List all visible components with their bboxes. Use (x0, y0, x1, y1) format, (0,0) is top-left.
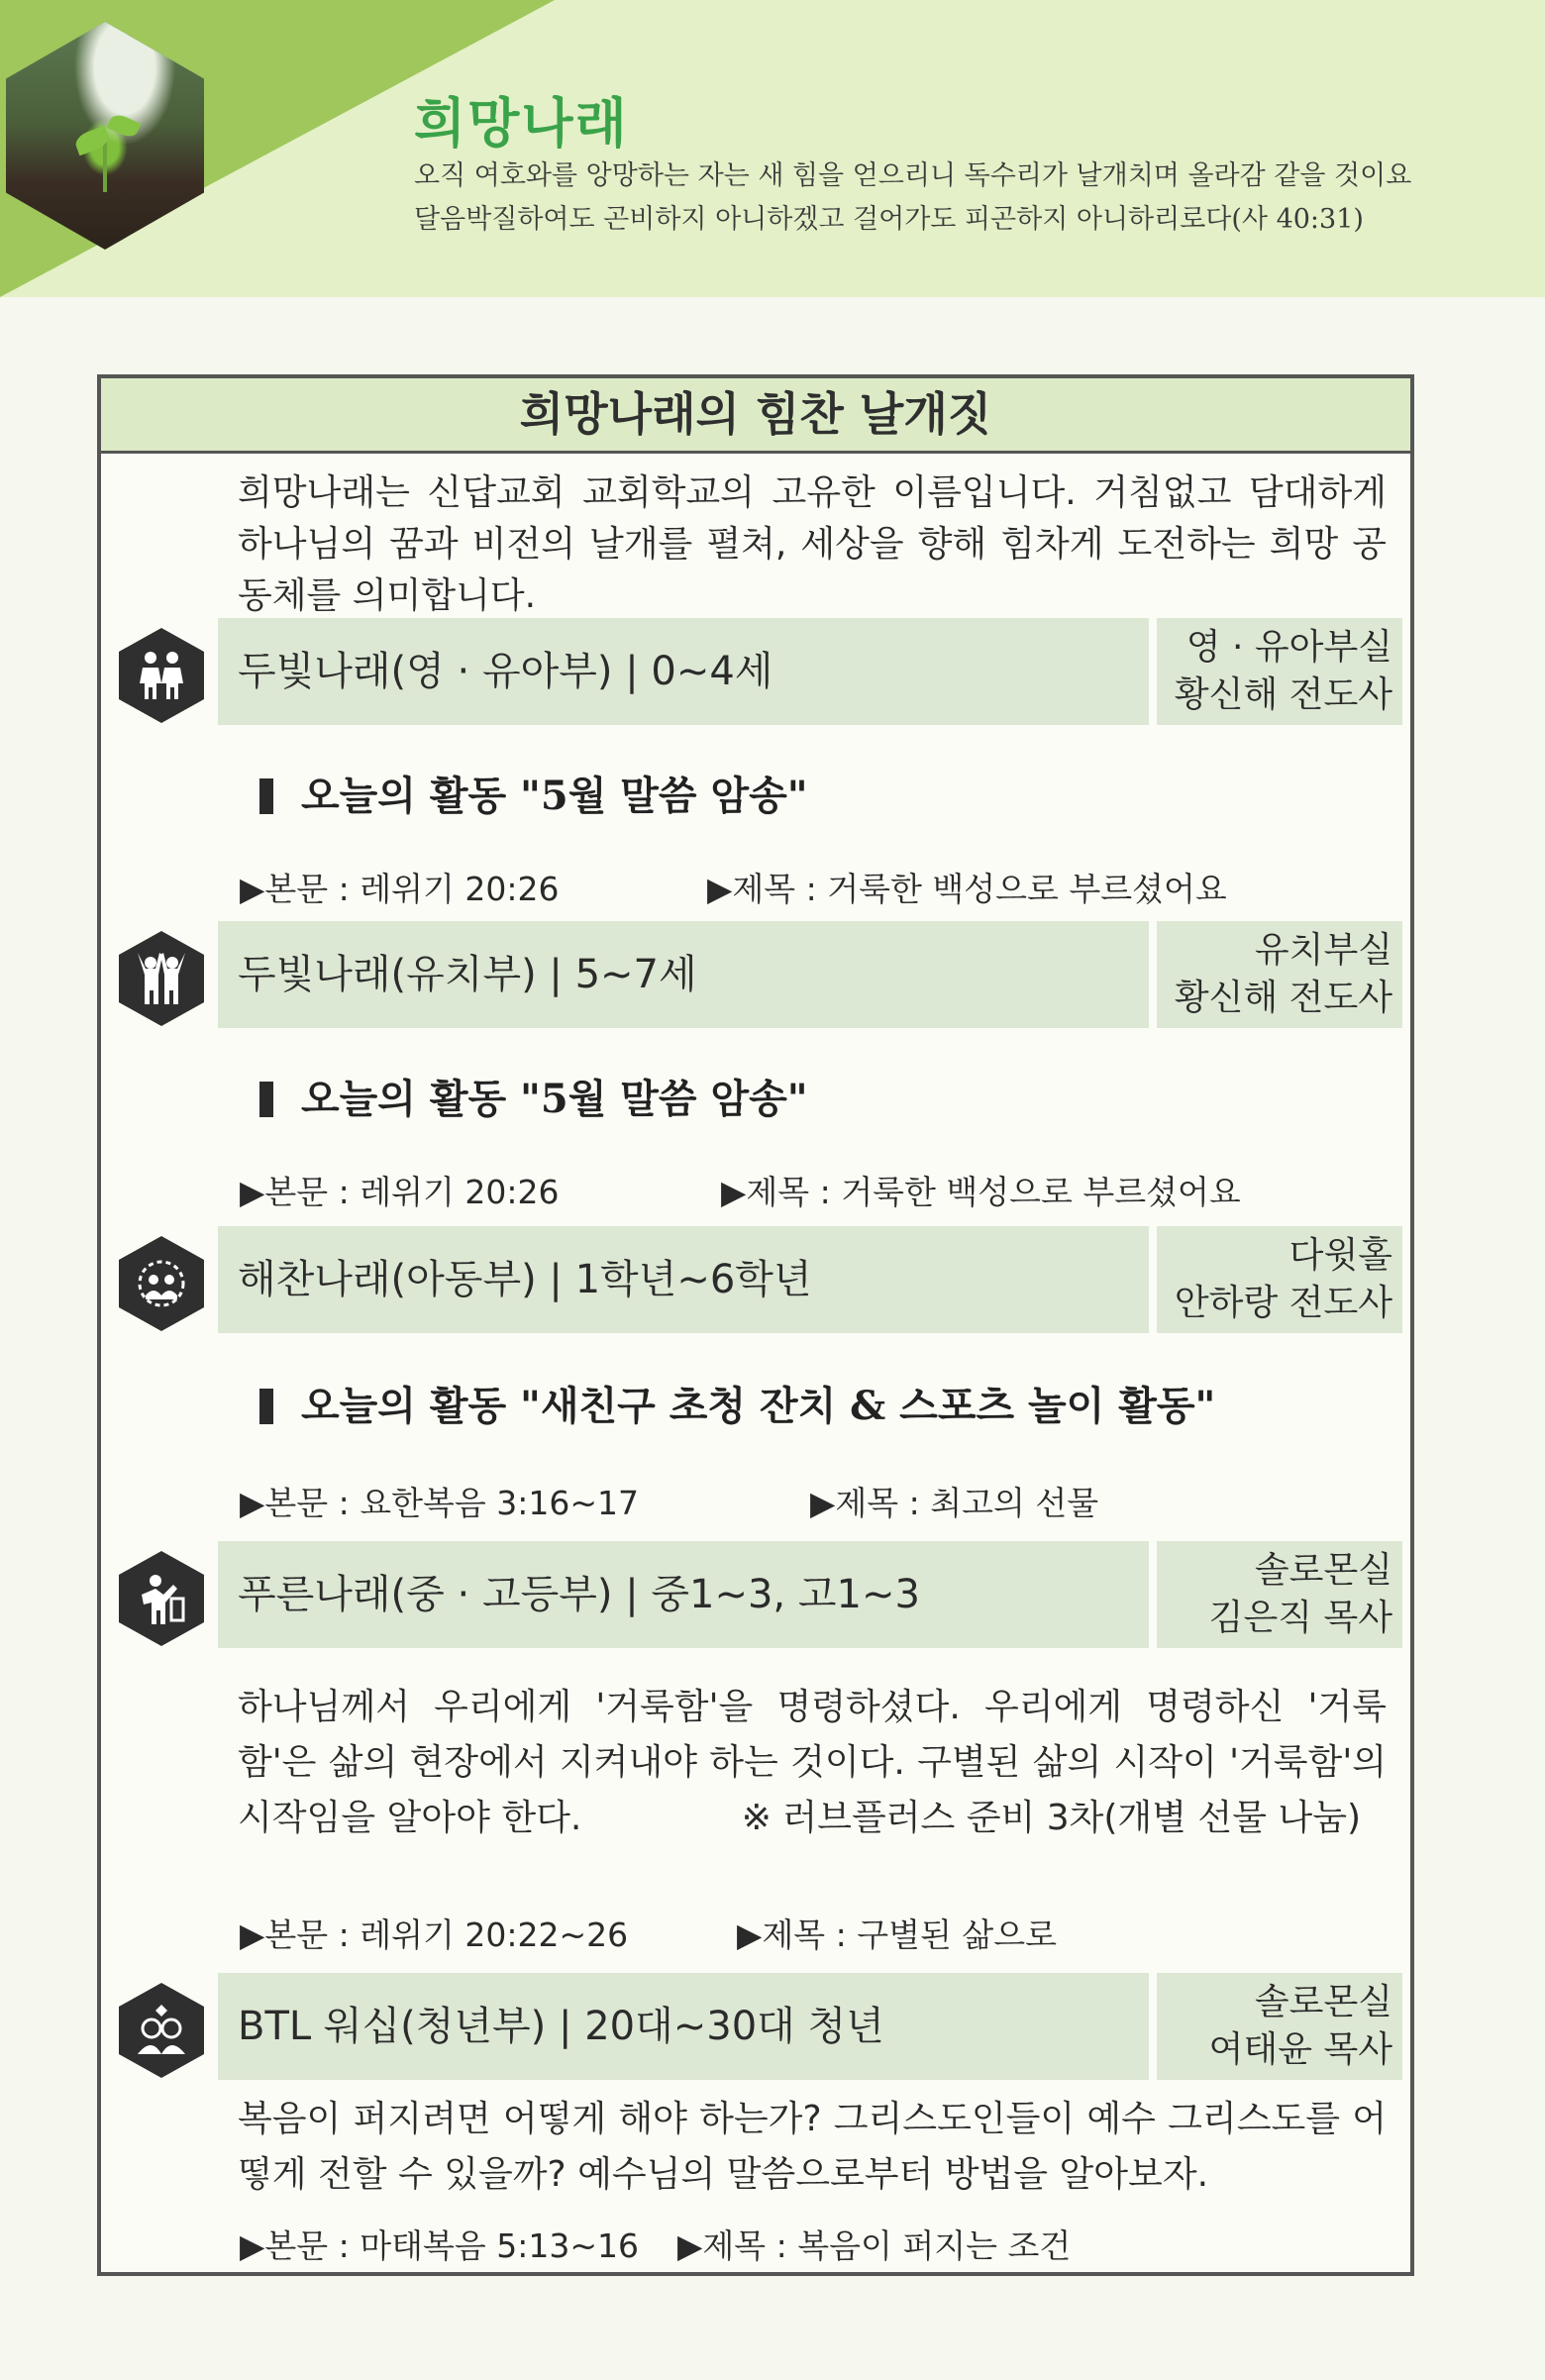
ministry-box (97, 374, 1414, 2276)
activity-line (259, 1068, 808, 1124)
two-children-icon (119, 628, 204, 723)
box-title: 희망나래의 힘찬 날개짓 (519, 387, 992, 441)
youth-icon (119, 1551, 204, 1646)
activity-text: 오늘의 활동 "5월 말씀 암송" (301, 1076, 808, 1122)
activity-line (259, 1375, 1215, 1431)
section-children (101, 1226, 1410, 1543)
section-description: 복음이 퍼지려면 어떻게 해야 하는가? 그리스도인들이 예수 그리스도를 어떻게 전할 수 있을까? 예수님의 말씀으로부터 방법을 알아보자. (238, 2099, 1387, 2195)
banner-verse: 오직 여호와를 앙망하는 자는 새 힘을 얻으리니 독수리가 날개치며 올라감 같을 것이요 달음박질하여도 곤비하지 아니하겠고 걸어가도 피곤하지 아니하리로다(사 40:31) (414, 160, 1412, 235)
sermon-title: ▶제목 : 거룩한 백성으로 부르셨어요 (721, 1173, 1241, 1211)
room-name: 다윗홀 (1288, 1235, 1392, 1276)
young-adults-icon (119, 1983, 204, 2078)
section-infant (101, 618, 1410, 925)
section-name: BTL 워십(청년부) | 20대~30대 청년 (238, 2004, 884, 2049)
section-name: 해찬나래(아동부) | 1학년~6학년 (238, 1257, 812, 1302)
activity-line (259, 765, 808, 821)
section-location (1157, 1973, 1402, 2080)
section-bar (218, 1541, 1149, 1648)
room-name: 영 · 유아부실 (1185, 627, 1392, 668)
child-group-icon (119, 1236, 204, 1331)
section-bar (218, 1973, 1149, 2080)
header-banner (0, 0, 1545, 297)
leader-name: 여태윤 목사 (1208, 2029, 1392, 2070)
room-name: 유치부실 (1254, 930, 1392, 971)
sermon-title: ▶제목 : 최고의 선물 (810, 1484, 1099, 1522)
section-young-adults (101, 1973, 1410, 2270)
section-location (1157, 618, 1402, 725)
scripture-ref: ▶본문 : 레위기 20:26 (240, 1173, 560, 1211)
note-text: ※ 러브플러스 준비 3차(개별 선물 나눔) (741, 1798, 1362, 1838)
sermon-title: ▶제목 : 복음이 퍼지는 조건 (677, 2226, 1072, 2265)
leader-name: 김은직 목사 (1208, 1598, 1392, 1638)
scripture-ref: ▶본문 : 레위기 20:22~26 (240, 1915, 629, 1954)
leader-name: 황신해 전도사 (1174, 978, 1392, 1018)
section-location (1157, 1541, 1402, 1648)
scripture-ref: ▶본문 : 레위기 20:26 (240, 870, 560, 908)
box-title-bar (101, 378, 1410, 454)
sermon-title: ▶제목 : 거룩한 백성으로 부르셨어요 (707, 870, 1227, 908)
section-location (1157, 1226, 1402, 1333)
description-text: 하나님께서 우리에게 '거룩함'을 명령하셨다. 우리에게 명령하신 '거룩함'은 삶의 현장에서 지켜내야 하는 것이다. 구별된 삶의 시작이 '거룩함'의 시작임을 알아야 한다. (238, 1687, 1387, 1838)
section-location (1157, 921, 1402, 1028)
section-youth (101, 1541, 1410, 1977)
cheering-children-icon (119, 931, 204, 1026)
bullet-mark (259, 1389, 273, 1424)
scripture-ref: ▶본문 : 요한복음 3:16~17 (240, 1484, 639, 1522)
sermon-title: ▶제목 : 구별된 삶으로 (737, 1915, 1057, 1954)
leader-name: 황신해 전도사 (1174, 674, 1392, 715)
intro-text: 희망나래는 신답교회 교회학교의 고유한 이름입니다. 거침없고 담대하게 하나님의 꿈과 비전의 날개를 펼쳐, 세상을 향해 힘차게 도전하는 희망 공동체를 의미합니다. (238, 472, 1387, 616)
section-bar (218, 618, 1149, 725)
activity-text: 오늘의 활동 "새친구 초청 잔치 & 스포츠 놀이 활동" (301, 1383, 1216, 1429)
section-name: 두빛나래(영 · 유아부) | 0~4세 (238, 649, 773, 694)
leader-name: 안하랑 전도사 (1174, 1283, 1392, 1323)
section-bar (218, 1226, 1149, 1333)
section-bar (218, 921, 1149, 1028)
bullet-mark (259, 1082, 273, 1117)
section-name: 푸른나래(중 · 고등부) | 중1~3, 고1~3 (238, 1572, 920, 1617)
room-name: 솔로몬실 (1254, 1982, 1392, 2022)
section-kindergarten (101, 921, 1410, 1228)
banner-title: 희망나래 (414, 92, 629, 155)
bullet-mark (259, 778, 273, 814)
room-name: 솔로몬실 (1254, 1550, 1392, 1591)
activity-text: 오늘의 활동 "5월 말씀 암송" (301, 773, 808, 819)
section-name: 두빛나래(유치부) | 5~7세 (238, 952, 697, 997)
section-description (238, 1680, 1387, 1846)
scripture-ref: ▶본문 : 마태복음 5:13~16 (240, 2226, 639, 2265)
